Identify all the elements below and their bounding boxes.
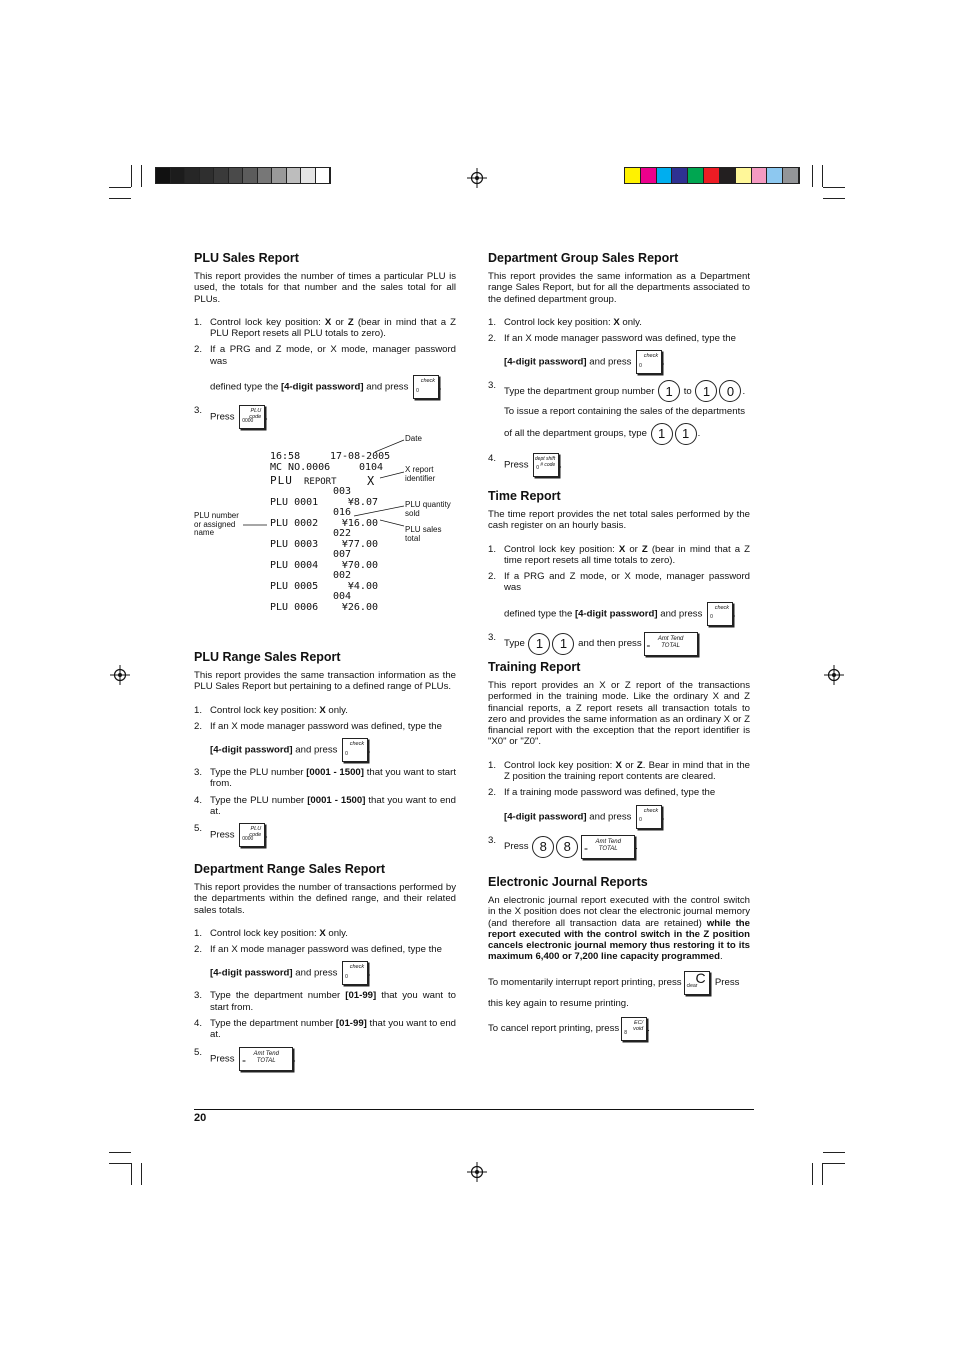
receipt-total: ¥4.00 — [347, 581, 378, 592]
step: 1. Control lock key position: X only. — [194, 927, 348, 939]
electronic-journal-section — [488, 875, 750, 1041]
step: 1. Control lock key position: X or Z (bear in mind that a Z PLU Report resets all PLU totals to zero). — [194, 316, 456, 340]
section-title: PLU Sales Report — [194, 251, 299, 265]
key-1-icon[interactable]: 1 — [528, 633, 550, 655]
step: 2. If an X mode manager password was defined, type the [4-digit password] and press check 0 . — [194, 944, 456, 985]
receipt-qty: 022 — [333, 528, 352, 539]
receipt-qty: 004 — [333, 591, 352, 602]
section-title: Department Range Sales Report — [194, 862, 386, 876]
section-title: PLU Range Sales Report — [194, 650, 341, 664]
step: 2. If a training mode password was defined, type the [4-digit password] and press check 0 . — [488, 787, 750, 828]
grey-swatch — [214, 168, 229, 183]
step: 4. Type the PLU number [0001 - 1500] that you want to end at. — [194, 794, 456, 818]
receipt-plu-name: PLU 0003 — [270, 539, 319, 550]
color-swatch — [783, 168, 799, 183]
receipt-mc: MC NO.0006 — [270, 462, 331, 473]
paragraph: The time report provides the net total sales performed by the cash register on an hourly basis. — [488, 509, 750, 532]
receipt-plu-label: PLU — [270, 474, 293, 487]
registration-mark-top — [467, 168, 487, 188]
check-key-icon[interactable]: check 0 — [636, 805, 662, 829]
color-swatch — [736, 168, 752, 183]
receipt-total: ¥16.00 — [341, 518, 378, 529]
receipt-total: ¥8.07 — [347, 497, 378, 508]
paragraph: This report provides the same information as a Department range Sales Report, but for all the departments associated to the defined department group. — [488, 271, 750, 305]
receipt-x-identifier: X — [367, 474, 375, 488]
receipt-total: ¥26.00 — [341, 602, 378, 613]
crop-mark — [141, 1163, 142, 1185]
crop-mark — [812, 165, 813, 187]
registration-mark-bottom — [467, 1162, 487, 1182]
receipt-qty: 007 — [333, 549, 352, 560]
grey-swatch — [171, 168, 186, 183]
color-swatch — [704, 168, 720, 183]
check-key-icon[interactable]: check 0 — [413, 375, 439, 399]
step: 2. If an X mode manager password was defined, type the [4-digit password] and press check 0 . — [194, 721, 456, 762]
section-title: Time Report — [488, 489, 561, 503]
grey-swatch — [258, 168, 273, 183]
receipt-time: 16:58 — [270, 451, 301, 462]
label-plu-sales: PLU sales total — [405, 525, 442, 543]
receipt-mc-number: 0104 — [359, 462, 384, 473]
grey-swatch — [185, 168, 200, 183]
receipt-qty: 016 — [333, 507, 352, 518]
paragraph: This report provides an X or Z report of the transactions performed in the training mode. Like the ordinary X and Z financial reports, a Z report resets all transaction totals to zero and provides the same information as an ordinary X or Z financial report with the exception that the report identifier is "X0" or "Z0". — [488, 680, 750, 748]
key-8-icon[interactable]: 8 — [532, 836, 554, 858]
crop-mark — [109, 187, 131, 188]
color-bar — [624, 167, 800, 184]
step: 2. If an X mode manager password was defined, type the [4-digit password] and press check 0 . — [488, 333, 750, 374]
section-title: Training Report — [488, 660, 581, 674]
step: 1. Control lock key position: X only. — [194, 704, 348, 716]
color-swatch — [672, 168, 688, 183]
crop-mark — [823, 1163, 845, 1164]
paragraph: This report provides the number of times a particular PLU is used, the totals for that number and the sales total for all PLUs. — [194, 271, 456, 305]
color-swatch — [641, 168, 657, 183]
step: 4. Press dept shift # code 0 . — [488, 453, 750, 477]
key-1-icon[interactable]: 1 — [695, 380, 717, 402]
step: 5. Press Amt Tend TOTAL = . — [194, 1047, 456, 1071]
crop-mark — [822, 1163, 823, 1185]
receipt-plu-name: PLU 0001 — [270, 497, 319, 508]
key-1-icon[interactable]: 1 — [552, 633, 574, 655]
crop-mark — [109, 198, 131, 199]
amt-tend-total-key-icon[interactable]: Amt Tend TOTAL = — [239, 1047, 293, 1071]
dept-shift-code-key-icon[interactable]: dept shift # code 0 — [533, 453, 559, 477]
label-plu-quantity: PLU quantity sold — [405, 500, 451, 518]
plu-code-key-icon[interactable]: PLU code 0000 — [239, 405, 265, 429]
plu-sales-section — [194, 251, 456, 434]
crop-mark — [823, 187, 845, 188]
key-1-icon[interactable]: 1 — [675, 423, 697, 445]
color-swatch — [657, 168, 673, 183]
color-swatch — [752, 168, 768, 183]
grey-swatch — [156, 168, 171, 183]
section-title: Department Group Sales Report — [488, 251, 679, 265]
step: 4. Type the department number [01-99] that you want to end at. — [194, 1018, 456, 1041]
step: 3. Type the PLU number [0001 - 1500] that you want to start from. — [194, 767, 456, 790]
plu-report-receipt — [190, 430, 460, 620]
grey-swatch — [316, 168, 331, 183]
key-8-icon[interactable]: 8 — [556, 836, 578, 858]
crop-mark — [823, 1152, 845, 1153]
crop-mark — [823, 198, 845, 199]
step: 3. Type the department group number 1 to 1 0 . To issue a report containing the sales of the departments of all the department groups, type 1 1 . — [488, 380, 750, 444]
receipt-plu-name: PLU 0002 — [270, 518, 319, 529]
crop-mark — [812, 1163, 813, 1185]
footer-rule — [194, 1109, 754, 1110]
step: 1. Control lock key position: X or Z (bear in mind that a Z time report resets all time totals to zero). — [488, 543, 750, 566]
clear-key-icon[interactable]: C clear — [684, 971, 710, 995]
label-date: Date — [405, 434, 422, 443]
key-1-icon[interactable]: 1 — [651, 423, 673, 445]
step: 3. Type the department number [01-99] that you want to start from. — [194, 990, 456, 1013]
receipt-qty: 002 — [333, 570, 352, 581]
paragraph: This report provides the same transaction information as the PLU Sales Report but pertaining to a defined range of PLUs. — [194, 670, 456, 693]
grey-swatch — [301, 168, 316, 183]
label-plu-number: PLU number or assigned name — [194, 511, 239, 537]
color-swatch — [625, 168, 641, 183]
registration-mark-left — [110, 665, 130, 685]
crop-mark — [141, 165, 142, 187]
receipt-total: ¥70.00 — [341, 560, 378, 571]
label-x-report: X report identifier — [405, 465, 436, 483]
registration-mark-right — [824, 665, 844, 685]
check-key-icon[interactable]: check 0 — [342, 738, 368, 762]
ec-void-key-icon[interactable]: EC/ void 8 — [621, 1017, 647, 1041]
check-key-icon[interactable]: check 0 — [707, 602, 733, 626]
grey-swatch — [272, 168, 287, 183]
dept-range-section — [194, 862, 456, 1076]
receipt-qty: 003 — [333, 486, 352, 497]
step: 3. Press 8 8 Amt Tend TOTAL = . — [488, 835, 750, 859]
color-swatch — [720, 168, 736, 183]
amt-tend-total-key-icon[interactable]: Amt Tend TOTAL = — [581, 835, 635, 859]
check-key-icon[interactable]: check 0 — [636, 350, 662, 374]
paragraph: An electronic journal report executed with the control switch in the X position does not clear the electronic journal memory (and therefore all transaction data are retained) while the report executed with the control switch in the Z position cancels electronic journal memory thus restoring it to its maximum 6,400 or 7,200 line capacity programmed. — [488, 895, 750, 963]
paragraph: This report provides the number of transactions performed by the departments within the defined range, and their related sales totals. — [194, 882, 456, 916]
receipt-plu-name: PLU 0005 — [270, 581, 319, 592]
step: 3. Press PLU code 0000 . — [194, 405, 456, 429]
receipt-total: ¥77.00 — [341, 539, 378, 550]
receipt-plu-name: PLU 0004 — [270, 560, 319, 571]
key-1-icon[interactable]: 1 — [658, 380, 680, 402]
grey-swatch — [287, 168, 302, 183]
crop-mark — [822, 165, 823, 187]
plu-code-key-icon[interactable]: PLU code 0000 — [239, 823, 265, 847]
receipt-report-label: REPORT — [304, 477, 337, 487]
color-swatch — [767, 168, 783, 183]
step: 2. If a PRG and Z mode, or X mode, manager password was defined type the [4-digit password] and press check 0 . — [488, 571, 750, 626]
step: 1. Control lock key position: X or Z. Bear in mind that in the Z position the training report contents are cleared. — [488, 759, 750, 783]
dept-group-section — [488, 251, 750, 482]
crop-mark — [131, 1163, 132, 1185]
receipt-date: 17-08-2005 — [330, 451, 391, 462]
step: 3. Type 1 1 and then press Amt Tend TOTAL = . — [488, 632, 750, 656]
grey-swatch — [200, 168, 215, 183]
key-0-icon[interactable]: 0 — [719, 380, 741, 402]
paragraph: To momentarily interrupt report printing, press C clear . Press this key again to resume printing. — [488, 969, 740, 1009]
crop-mark — [109, 1163, 131, 1164]
time-report-section — [488, 489, 750, 661]
check-key-icon[interactable]: check 0 — [342, 961, 368, 985]
paragraph: To cancel report printing, press EC/ void 8 . — [488, 1017, 750, 1041]
grey-swatch — [229, 168, 244, 183]
color-swatch — [688, 168, 704, 183]
training-report-section — [488, 660, 750, 864]
crop-mark — [131, 165, 132, 187]
crop-mark — [109, 1152, 131, 1153]
step: 2. If a PRG and Z mode, or X mode, manager password was defined type the [4-digit password] and press check 0 . — [194, 344, 456, 399]
grey-scale-bar — [155, 167, 331, 184]
grey-swatch — [243, 168, 258, 183]
step: 1. Control lock key position: X only. — [488, 316, 642, 328]
step: 5. Press PLU code 0000 . — [194, 823, 456, 847]
amt-tend-total-key-icon[interactable]: Amt Tend TOTAL = — [644, 632, 698, 656]
plu-range-section — [194, 650, 456, 852]
section-title: Electronic Journal Reports — [488, 875, 648, 889]
receipt-plu-name: PLU 0006 — [270, 602, 319, 613]
page-number: 20 — [194, 1112, 207, 1124]
